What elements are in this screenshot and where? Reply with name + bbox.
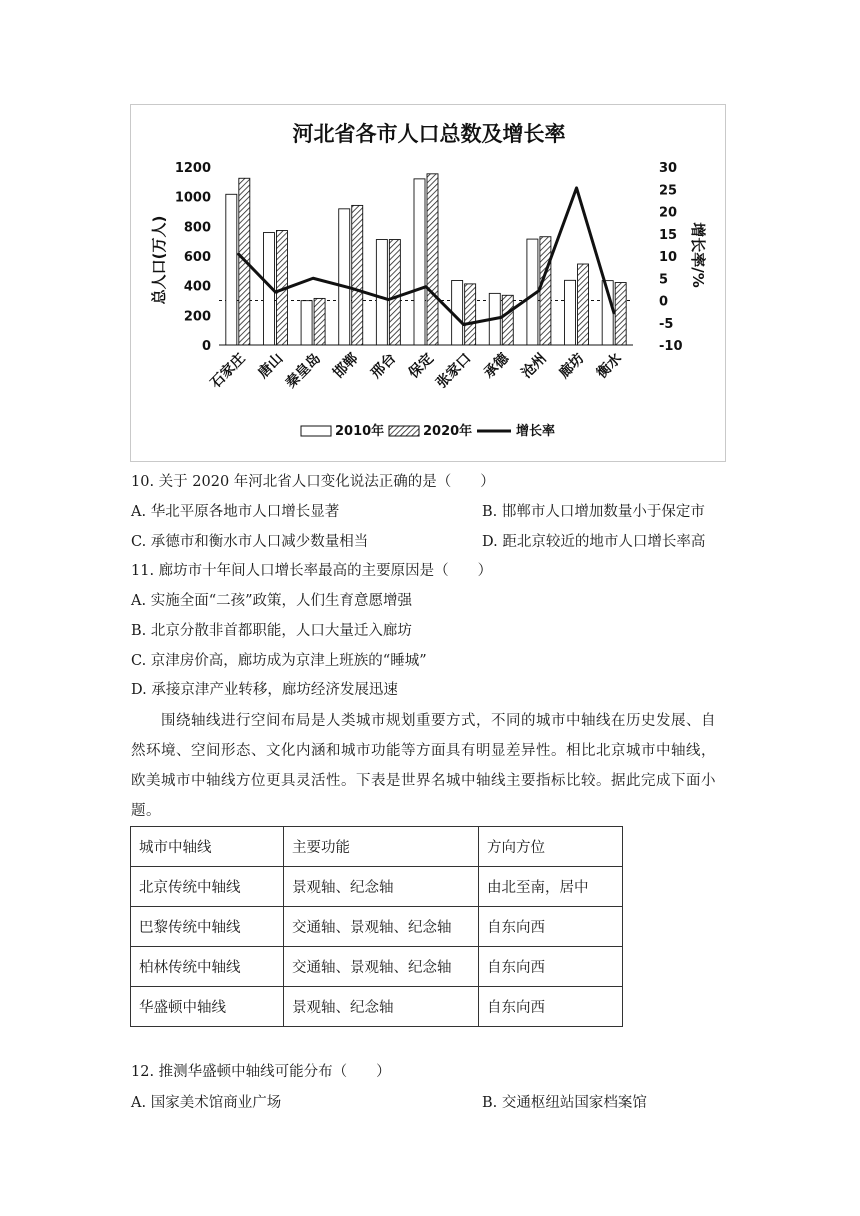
table-row <box>131 907 623 947</box>
q10-option-b: B. 邯郸市人口增加数量小于保定市 <box>482 504 705 520</box>
table-header-cell: 城市中轴线 <box>131 827 284 867</box>
x-tick-label: 邯郸 <box>330 350 362 382</box>
legend-swatch-2010 <box>301 426 331 436</box>
bar-2020 <box>352 205 363 345</box>
y-tick-label: 400 <box>183 279 211 295</box>
q11-stem: 11. 廊坊市十年间人口增长率最高的主要原因是（ ） <box>131 563 493 579</box>
growth-rate-point <box>350 288 351 289</box>
bar-2010 <box>339 209 350 345</box>
y-tick-label: 800 <box>183 220 211 236</box>
growth-rate-point <box>576 187 577 188</box>
bar-2010 <box>376 240 387 345</box>
table-cell: 巴黎传统中轴线 <box>131 907 284 947</box>
growth-rate-point <box>538 290 539 291</box>
legend-label-2010: 2010年 <box>335 424 385 439</box>
chart-canvas <box>131 105 727 463</box>
x-tick-label: 廊坊 <box>556 350 588 382</box>
legend-label-rate: 增长率 <box>516 424 556 439</box>
bar-2020 <box>540 237 551 345</box>
table-cell: 北京传统中轴线 <box>131 867 284 907</box>
table-header-cell: 主要功能 <box>284 827 479 867</box>
q11-option-b: B. 北京分散非首都职能，人口大量迁入廊坊 <box>131 623 412 639</box>
bar-2010 <box>301 301 312 345</box>
y2-tick-label: 25 <box>659 183 678 199</box>
x-tick-label: 邢台 <box>368 350 400 382</box>
growth-rate-line <box>238 188 614 325</box>
chart-title: 河北省各市人口总数及增长率 <box>292 122 566 146</box>
q12-option-b: B. 交通枢纽站国家档案馆 <box>482 1095 647 1111</box>
growth-rate-point <box>501 317 502 318</box>
passage-line-1: 围绕轴线进行空间布局是人类城市规划重要方式，不同的城市中轴线在历史发展、自 <box>131 713 716 729</box>
table-cell: 自东向西 <box>479 907 623 947</box>
growth-rate-point <box>614 313 615 314</box>
y-tick-label: 1000 <box>174 190 211 206</box>
y2-tick-label: 10 <box>659 250 678 265</box>
growth-rate-point <box>463 324 464 325</box>
y2-tick-label: -5 <box>659 316 674 332</box>
y-tick-label: 0 <box>201 339 211 354</box>
legend-swatch-2020 <box>389 426 419 436</box>
x-tick-label: 承德 <box>480 350 513 382</box>
q11-option-a: A. 实施全面“二孩”政策，人们生育意愿增强 <box>131 593 413 609</box>
table-header-cell: 方向方位 <box>479 827 623 867</box>
bar-2010 <box>414 179 425 345</box>
y2-tick-label: -10 <box>659 339 683 354</box>
bar-2020 <box>389 240 400 345</box>
growth-rate-point <box>275 292 276 293</box>
x-tick-label: 衡水 <box>593 350 626 382</box>
bar-2020 <box>465 284 476 345</box>
table-cell: 景观轴、纪念轴 <box>284 987 479 1027</box>
table-cell: 景观轴、纪念轴 <box>284 867 479 907</box>
x-tick-label: 石家庄 <box>207 350 249 392</box>
q10-stem: 10. 关于 2020 年河北省人口变化说法正确的是（ ） <box>131 474 495 490</box>
q11-option-d: D. 承接京津产业转移，廊坊经济发展迅速 <box>131 682 398 698</box>
x-tick-label: 保定 <box>405 350 437 382</box>
bar-2020 <box>615 283 626 345</box>
growth-rate-point <box>388 299 389 300</box>
q10-option-d: D. 距北京较近的地市人口增长率高 <box>482 534 706 550</box>
central-axis-table <box>130 826 623 1027</box>
table-row <box>131 867 623 907</box>
passage-line-2: 然环境、空间形态、文化内涵和城市功能等方面具有明显差异性。相比北京城市中轴线， <box>131 743 716 759</box>
table-cell: 自东向西 <box>479 947 623 987</box>
q12-option-a: A. 国家美术馆商业广场 <box>131 1095 282 1111</box>
table-header-row <box>131 827 623 867</box>
table-row <box>131 987 623 1027</box>
table-cell: 交通轴、景观轴、纪念轴 <box>284 907 479 947</box>
q10-option-a: A. 华北平原各地市人口增长显著 <box>131 504 340 520</box>
y-tick-label: 600 <box>183 250 211 265</box>
y2-tick-label: 5 <box>659 272 669 288</box>
legend-label-2020: 2020年 <box>423 424 473 439</box>
y2-axis-label: 增长率/% <box>689 222 707 288</box>
q10-option-c: C. 承德市和衡水市人口减少数量相当 <box>131 534 369 550</box>
y2-tick-label: 30 <box>659 161 678 176</box>
bar-2020 <box>314 298 325 345</box>
table-cell: 由北至南，居中 <box>479 867 623 907</box>
growth-rate-point <box>313 278 314 279</box>
y-axis-label: 总人口(万人) <box>150 215 168 305</box>
bar-2020 <box>502 295 513 345</box>
growth-rate-point <box>426 286 427 287</box>
table-cell: 柏林传统中轴线 <box>131 947 284 987</box>
passage-line-4: 题。 <box>131 803 161 819</box>
bar-2010 <box>565 280 576 345</box>
growth-rate-point <box>237 253 238 254</box>
table-cell: 华盛顿中轴线 <box>131 987 284 1027</box>
y-tick-label: 1200 <box>174 161 211 176</box>
q12-stem: 12. 推测华盛顿中轴线可能分布（ ） <box>131 1064 391 1080</box>
passage-line-3: 欧美城市中轴线方位更具灵活性。下表是世界名城中轴线主要指标比较。据此完成下面小 <box>131 773 716 789</box>
x-tick-label: 唐山 <box>255 350 287 382</box>
table-row <box>131 947 623 987</box>
y2-tick-label: 20 <box>659 205 678 221</box>
y-tick-label: 200 <box>183 309 211 325</box>
y2-tick-label: 15 <box>659 227 678 243</box>
table-cell: 自东向西 <box>479 987 623 1027</box>
x-tick-label: 秦皇岛 <box>282 350 324 392</box>
y2-tick-label: 0 <box>659 294 669 310</box>
q11-option-c: C. 京津房价高，廊坊成为京津上班族的“睡城” <box>131 653 427 669</box>
bar-2020 <box>427 174 438 345</box>
bar-2020 <box>578 264 589 345</box>
population-chart <box>130 104 726 462</box>
x-tick-label: 沧州 <box>518 350 550 382</box>
bar-2010 <box>226 194 237 345</box>
table-cell: 交通轴、景观轴、纪念轴 <box>284 947 479 987</box>
x-tick-label: 张家口 <box>433 350 475 392</box>
